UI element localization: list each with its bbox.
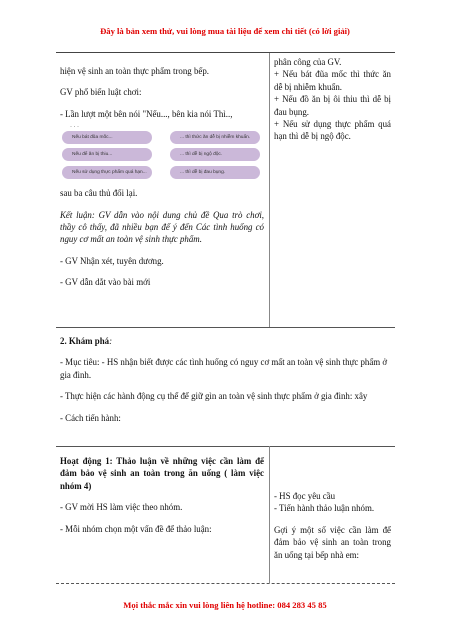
student-answer: phân công của GV. [274, 57, 342, 67]
row1-left-cell [60, 65, 264, 289]
student-step: - HS đọc yêu cầu [274, 491, 336, 501]
game-then-item: ... thì thức ăn dễ bị nhiễm khuẩn. [170, 131, 260, 144]
footer-notice: Mọi thắc mắc xin vui lòng liên hệ hotline: 084 283 45 85 [123, 600, 327, 610]
game-illustration [60, 123, 264, 181]
game-dots: ․ ․ ․ [70, 123, 80, 130]
student-step: - Tiến hành thảo luận nhóm. [274, 503, 375, 514]
activity-step: - Mỗi nhóm chọn một vấn đề để thảo luận: [60, 523, 212, 534]
activity-text: hiện vệ sinh an toàn thực phẩm trong bếp. [60, 66, 209, 76]
column-divider [269, 53, 270, 327]
header-notice: Đây là bản xem thử, vui lòng mua tài liệu để xem chi tiết (có lời giải) [100, 26, 350, 36]
student-answer: + Nếu sử dụng thực phẩm quá hạn thì dễ bị ngộ độc. [274, 119, 391, 142]
student-answer: + Nếu bát đũa mốc thì thức ăn dễ bị nhiễm khuẩn. [274, 69, 391, 92]
activity-step: - GV mời HS làm việc theo nhóm. [60, 502, 183, 513]
row-divider [56, 446, 395, 447]
section-practice: - Thực hiện các hành động cụ thể để giữ gìn an toàn vệ sinh thực phẩm ở gia đình: xây [60, 391, 368, 402]
rules-text-end: sau ba câu thủ đối lại. [60, 188, 138, 199]
game-if-item: Nếu để ăn bị thiu... [62, 148, 152, 161]
section-method: - Cách tiến hành: [60, 412, 121, 423]
page-break-line [56, 583, 395, 584]
teacher-comment: - GV Nhận xét, tuyên dương. [60, 255, 164, 266]
row3-left-cell [60, 455, 264, 535]
row1-right-cell [274, 56, 391, 143]
game-then-item: ... thì dễ bị đau bụng. [170, 166, 260, 179]
game-if-item: Nếu sử dụng thực phẩm quá hạn... [62, 166, 152, 179]
game-then-item: ... thì dễ bị ngộ độc. [170, 148, 260, 161]
game-if-item: Nếu bát đũa mốc... [62, 131, 152, 144]
rules-intro: GV phổ biến luật chơi: [60, 87, 142, 98]
teacher-intro: - GV dẫn dắt vào bài mới [60, 277, 151, 288]
lesson-table [56, 52, 395, 584]
rules-text: - Lần lượt một bên nói "Nếu..., bên kia nói Thì.., [60, 108, 233, 119]
section-heading-colon: : [109, 336, 113, 346]
row2-cell [60, 335, 390, 424]
row3-right-cell [274, 490, 391, 561]
conclusion-text: Kết luận: GV dẫn vào nội dung chủ đề Qua trò chơi, thầy cô thấy, đã nhiều bạn để ý đến Các tình huống có nguy cơ mất an toàn vệ sinh thực phẩm. [60, 209, 264, 245]
section-target: - Mục tiêu: - HS nhận biết được các tình huống có nguy cơ mất an toàn vệ sinh thực phẩm ở gia đình. [60, 357, 388, 380]
student-step: Gợi ý một số việc cần làm để đảm bảo vệ sinh an toàn trong ăn uống tại bếp nhà em: [274, 524, 391, 560]
row-divider [56, 327, 395, 328]
activity-title: Hoạt động 1: Thảo luận về những việc cần làm để đảm bảo vệ sinh an toàn trong ăn uống ( làm việc nhóm 4) [60, 456, 264, 491]
student-answer: + Nếu đồ ăn bị ôi thiu thì dễ bị đau bụng. [274, 94, 391, 117]
column-divider [269, 446, 270, 583]
section-heading: 2. Khám phá [60, 336, 110, 346]
